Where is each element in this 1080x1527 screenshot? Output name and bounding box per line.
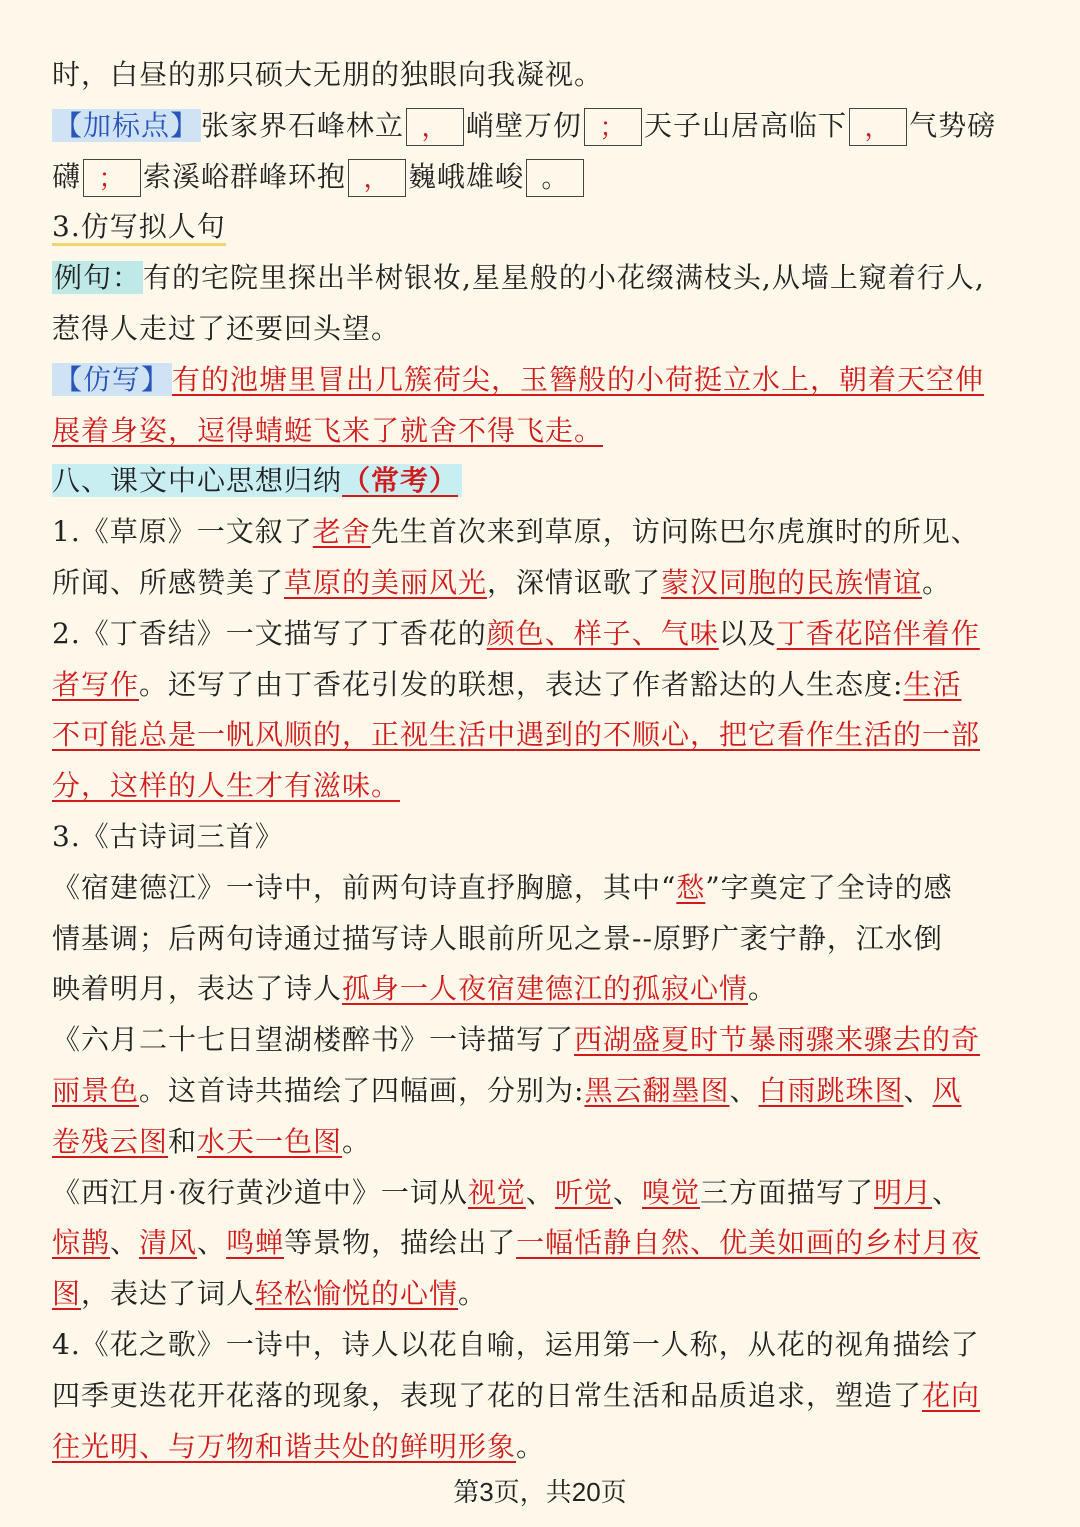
answer-text: 明月: [874, 1175, 933, 1209]
punctuation-exercise-line: [52, 152, 1030, 203]
text: 1.《草原》一文叙了: [52, 515, 313, 549]
text-line: [52, 660, 1030, 711]
text: ，深情讴歌了: [487, 565, 662, 599]
text: 以及: [718, 616, 777, 650]
text: 先生首次来到草原，访问陈巴尔虎旗时的所见、: [370, 515, 980, 549]
heading-text: 3.仿写拟人句: [52, 210, 226, 246]
text: 情基调；后两句诗通过描写诗人眼前所见之景--原野广袤宁静，江水倒: [52, 921, 943, 955]
heading-text: 八、课文中心思想归纳: [52, 464, 343, 498]
text: 、: [612, 1175, 642, 1209]
text-line: [52, 761, 1030, 812]
text-line: [52, 964, 1030, 1015]
answer-box: ；: [83, 159, 141, 197]
text-line: [52, 558, 1030, 609]
answer-text: 者写作: [52, 667, 140, 701]
text: 、: [729, 1073, 759, 1107]
answer-text: 花向: [922, 1378, 981, 1412]
text: 时，白昼的那只硕大无朋的独眼向我凝视。: [52, 58, 604, 91]
text: 。: [748, 972, 778, 1006]
answer-text: 惊鹊: [52, 1226, 111, 1260]
text-line: [52, 1015, 1030, 1066]
answer-text: 一幅恬静自然、优美如画的乡村月夜: [516, 1226, 981, 1260]
answer-text: 鸣蝉: [226, 1226, 285, 1260]
punctuation-exercise-line: [52, 101, 1030, 152]
text: 索溪峪群峰环抱: [143, 159, 347, 193]
text: 《宿建德江》一诗中，前两句诗直抒胸臆，其中“: [52, 870, 677, 904]
text: 、: [197, 1226, 227, 1260]
text-line: [52, 507, 1030, 558]
text: 3.《古诗词三首》: [52, 819, 284, 853]
heading-highlight: [52, 464, 462, 497]
answer-text: 愁: [676, 870, 706, 904]
answer-text: 丁香花陪伴着作: [776, 616, 980, 650]
text: 气势磅: [909, 108, 997, 142]
answer-text: 轻松愉悦的心情: [255, 1277, 459, 1311]
page-number: 第3页，共20页: [453, 1477, 627, 1507]
text-line: [52, 863, 1030, 914]
text-line: [52, 50, 1030, 101]
text-line: [52, 406, 1030, 457]
text: 、: [932, 1175, 962, 1209]
answer-text: 图: [52, 1277, 82, 1311]
text: 4.《花之歌》一诗中，诗人以花自喻，运用第一人称，从花的视角描绘了: [52, 1327, 980, 1361]
text-line: [52, 1066, 1030, 1117]
answer-text: 生活: [903, 667, 962, 701]
text-line: [52, 1117, 1030, 1168]
answer-text: 草原的美丽风光: [284, 565, 488, 599]
imitation-tag: 【仿写】: [54, 362, 171, 396]
answer-text: 卷残云图: [52, 1124, 169, 1158]
text-line: [52, 914, 1030, 965]
answer-text: 清风: [139, 1226, 198, 1260]
text-line: [52, 253, 1030, 304]
text: 《六月二十七日望湖楼醉书》一诗描写了: [52, 1023, 575, 1057]
text: 《西江月·夜行黄沙道中》一词从: [52, 1175, 468, 1209]
answer-box: ；: [584, 108, 642, 146]
text: 映着明月，表达了诗人: [52, 972, 343, 1006]
answer-text: 水天一色图: [197, 1124, 343, 1158]
text: 天子山居高临下: [644, 108, 848, 142]
answer-text: 黑云翻墨图: [584, 1073, 730, 1107]
text-line: [52, 304, 1030, 355]
text-line: [52, 1422, 1030, 1473]
text: 惹得人走过了还要回头望。: [52, 311, 401, 345]
text: 礴: [52, 159, 82, 193]
text: 张家界石峰林立: [201, 108, 405, 142]
text: 。: [458, 1277, 488, 1311]
answer-text: 视觉: [467, 1175, 526, 1209]
text: 。还写了由丁香花引发的联想，表达了作者豁达的人生态度:: [139, 667, 904, 701]
answer-text: 蒙汉同胞的民族情谊: [661, 565, 923, 599]
answer-text: 丽景色: [52, 1073, 140, 1107]
answer-text: 孤身一人夜宿建德江的孤寂心情: [342, 972, 749, 1006]
answer-box: ，: [849, 108, 907, 146]
text: 。: [342, 1124, 372, 1158]
text-line: [52, 355, 1030, 406]
answer-text: 不可能总是一帆风顺的，正视生活中遇到的不顺心，把它看作生活的一部: [52, 718, 981, 752]
answer-text: 嗅觉: [641, 1175, 700, 1209]
text: 和: [168, 1124, 198, 1158]
text: 有的宅院里探出半树银妆,星星般的小花缀满枝头,从墙上窥着行人,: [143, 261, 985, 295]
section-heading: [52, 456, 1030, 507]
answer-box: ，: [348, 159, 406, 197]
text: ，表达了词人: [81, 1277, 256, 1311]
answer-text: 西湖盛夏时节暴雨骤来骤去的奇: [574, 1023, 981, 1057]
example-tag: 例句：: [54, 261, 142, 295]
text: 、: [110, 1226, 140, 1260]
answer-text: 颜色、样子、气味: [486, 616, 719, 650]
text-line: [52, 1168, 1030, 1219]
answer-text: 有的池塘里冒出几簇荷尖，玉簪般的小荷挺立水上，朝着天空伸: [172, 362, 985, 396]
section-heading: [52, 202, 1030, 253]
text: 等景物，描绘出了: [284, 1226, 517, 1260]
text: 所闻、所感赞美了: [52, 565, 285, 599]
frequent-exam-tag: （常考）: [342, 464, 459, 498]
answer-text: 白雨跳珠图: [758, 1073, 904, 1107]
text: 峭壁万仞: [466, 108, 583, 142]
answer-text: 风: [932, 1073, 962, 1107]
text: 。: [516, 1429, 546, 1463]
text-line: [52, 1320, 1030, 1371]
text-line: [52, 1269, 1030, 1320]
answer-box: ，: [406, 108, 464, 146]
answer-text: 分，这样的人生才有滋味。: [52, 769, 401, 803]
text: ”字奠定了全诗的感: [705, 870, 953, 904]
text-line: [52, 710, 1030, 761]
text-line: [52, 609, 1030, 660]
text: 。这首诗共描绘了四幅画，分别为:: [139, 1073, 585, 1107]
text: 、: [525, 1175, 555, 1209]
text: 四季更迭花开花落的现象，表现了花的日常生活和品质追求，塑造了: [52, 1378, 923, 1412]
text-line: [52, 1218, 1030, 1269]
text: 2.《丁香结》一文描写了丁香花的: [52, 616, 487, 650]
text: 三方面描写了: [699, 1175, 874, 1209]
answer-text: 展着身姿，逗得蜻蜓飞来了就舍不得飞走。: [52, 413, 604, 447]
exercise-tag: 【加标点】: [54, 108, 200, 142]
answer-text: 老舍: [312, 515, 371, 549]
text: 、: [903, 1073, 933, 1107]
answer-text: 听觉: [554, 1175, 613, 1209]
text-line: [52, 1371, 1030, 1422]
answer-text: 往光明、与万物和谐共处的鲜明形象: [52, 1429, 517, 1463]
text: 巍峨雄峻: [408, 159, 525, 193]
text-line: [52, 812, 1030, 863]
text: 。: [922, 565, 952, 599]
answer-box: 。: [526, 159, 584, 197]
